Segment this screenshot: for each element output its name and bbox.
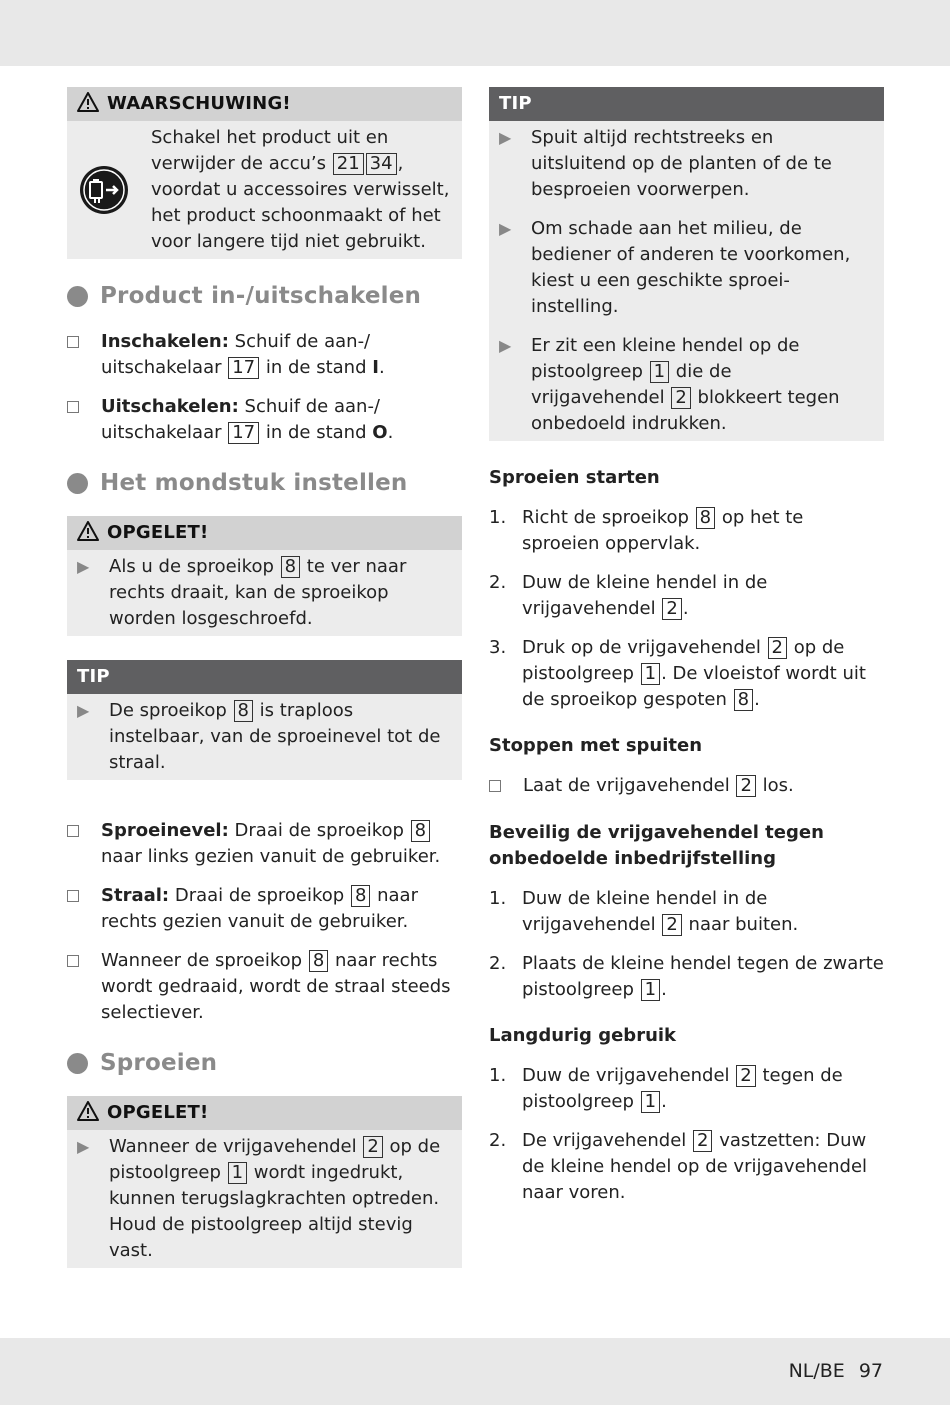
play-triangle-icon: ▶: [499, 128, 512, 147]
checkbox-icon: [67, 329, 101, 381]
tip-header: TIP: [489, 87, 884, 121]
text-part: Duw de kleine hendel in de vrijgavehendel: [522, 888, 768, 935]
item-text: [523, 773, 884, 800]
bullet-dot-icon: [67, 286, 88, 307]
warning-title: WAARSCHUWING!: [107, 93, 291, 114]
tip-item: [77, 698, 448, 776]
step-text: [522, 951, 884, 1003]
warning-triangle-icon: [77, 1101, 99, 1121]
text-part: . De vloeistof wordt uit de sproeikop gespoten: [522, 663, 866, 710]
text-part: .: [661, 1091, 667, 1112]
ref-number: 8: [234, 700, 253, 722]
warning-box: [67, 87, 462, 259]
text-part: .: [754, 689, 760, 710]
caution-title: OPGELET!: [107, 522, 209, 543]
section-heading-spray: [67, 1050, 462, 1076]
caution-text: [109, 554, 448, 632]
item-text-part: Draai de sproeikop: [169, 885, 350, 906]
subheading-long-use: Langdurig gebruik: [489, 1025, 677, 1046]
subheading-stop: Stoppen met spuiten: [489, 735, 703, 756]
text-part: op de pistoolgreep: [109, 1136, 441, 1183]
checkbox-item-stop: [489, 773, 884, 800]
page-number: 97: [858, 1360, 883, 1382]
checkbox-item-jet: [67, 883, 462, 935]
section-heading-switch: [67, 283, 462, 309]
item-text: [101, 329, 462, 381]
item-text: [101, 883, 462, 935]
ref-number: 8: [309, 950, 328, 972]
right-column: [489, 87, 884, 1219]
text-part: op het te sproeien oppervlak.: [522, 507, 804, 554]
numbered-step: [489, 951, 884, 1003]
numbered-step: [489, 886, 884, 938]
numbered-step: [489, 1128, 884, 1206]
step-number: 2.: [489, 1130, 507, 1151]
text-part: wordt ingedrukt, kunnen terugslagkrachten optreden. Houd de pistoolgreep altijd stevig vast.: [109, 1162, 440, 1261]
play-triangle-icon: ▶: [77, 1137, 90, 1156]
step-text: [522, 505, 884, 557]
caution-header: [67, 1096, 462, 1130]
ref-number: 2: [662, 598, 681, 620]
bullet-dot-icon: [67, 1053, 88, 1074]
tip-text: [109, 698, 448, 776]
tip-box-nozzle: [67, 660, 462, 780]
text-part: Wanneer de vrijgavehendel: [109, 1136, 363, 1157]
ref-number: 8: [351, 885, 370, 907]
ref-number: 1: [641, 979, 660, 1001]
tip-item: [499, 125, 870, 203]
item-text-part: Schuif de aan-/ uitschakelaar: [101, 396, 380, 443]
step-number: 1.: [489, 1065, 507, 1086]
item-text: [101, 948, 462, 1026]
item-text-part: Schuif de aan-/ uitschakelaar: [101, 331, 371, 378]
ref-number: 2: [363, 1136, 382, 1158]
text-part: Druk op de vrijgavehendel: [522, 637, 767, 658]
step-text: [522, 570, 884, 622]
ref-number: 34: [366, 153, 397, 175]
caution-item: [77, 554, 448, 632]
text-part: Richt de sproeikop: [522, 507, 695, 528]
step-number: 1.: [489, 888, 507, 909]
ref-number: 17: [228, 422, 259, 444]
numbered-step: [489, 570, 884, 622]
caution-box-spray: [67, 1096, 462, 1268]
checkbox-icon: [67, 948, 101, 1026]
warning-text-part: Schakel het product uit en verwijder de accu’s: [151, 127, 389, 174]
ref-number: 8: [734, 689, 753, 711]
item-text: [101, 818, 462, 870]
section-heading-nozzle: [67, 470, 462, 496]
caution-title: OPGELET!: [107, 1102, 209, 1123]
item-text-part: in de stand: [260, 422, 373, 443]
caution-body: [67, 1130, 462, 1268]
top-band: [0, 0, 950, 66]
item-text-part: .: [378, 357, 385, 378]
numbered-step: [489, 505, 884, 557]
remove-battery-icon: [75, 165, 133, 215]
warning-header: [67, 87, 462, 121]
ref-number: 8: [696, 507, 715, 529]
checkbox-icon: [67, 883, 101, 935]
ref-number: 1: [650, 361, 669, 383]
checkbox-icon: [489, 773, 523, 800]
caution-text: [109, 1134, 448, 1264]
ref-number: 1: [228, 1162, 247, 1184]
warning-text: [151, 125, 450, 255]
switch-symbol: O: [372, 422, 388, 443]
item-label: Sproeinevel:: [101, 820, 229, 841]
ref-number: 2: [768, 637, 787, 659]
tip-body: [67, 694, 462, 780]
warning-body: [67, 121, 462, 259]
ref-number: 2: [662, 914, 681, 936]
item-text-part: naar links gezien vanuit de gebruiker.: [101, 846, 441, 867]
text-part: op de pistoolgreep: [522, 637, 845, 684]
text-part: te ver naar rechts draait, kan de sproeikop worden losgeschroefd.: [109, 556, 407, 629]
ref-number: 1: [641, 663, 660, 685]
checkbox-item-switch-off: [67, 394, 462, 446]
ref-number: 8: [281, 556, 300, 578]
text-part: Duw de vrijgavehendel: [522, 1065, 736, 1086]
ref-number: 2: [671, 387, 690, 409]
section-title: Het mondstuk instellen: [100, 470, 408, 496]
checkbox-icon: [67, 394, 101, 446]
text-part: Laat de vrijgavehendel: [523, 775, 736, 796]
text-part: Plaats de kleine hendel tegen de zwarte pistoolgreep: [522, 953, 884, 1000]
subheading-secure: Beveilig de vrijgavehendel tegen onbedoelde inbedrijfstelling: [489, 822, 824, 869]
text-part: tegen de pistoolgreep: [522, 1065, 843, 1112]
caution-header: [67, 516, 462, 550]
step-text: [522, 635, 884, 713]
ref-number: 2: [736, 1065, 755, 1087]
text-part: .: [682, 598, 689, 619]
item-text: [101, 394, 462, 446]
step-text: [522, 1128, 884, 1206]
item-label: Inschakelen:: [101, 331, 229, 352]
text-part: is traploos instelbaar, van de sproeinevel tot de straal.: [109, 700, 441, 773]
language-code: NL/BE: [788, 1360, 845, 1382]
item-text-part: naar rechts wordt gedraaid, wordt de straal steeds selectiever.: [101, 950, 451, 1023]
text-part: naar buiten.: [682, 914, 799, 935]
numbered-step: [489, 635, 884, 713]
checkbox-item-switch-on: [67, 329, 462, 381]
play-triangle-icon: ▶: [499, 219, 512, 238]
ref-number: 17: [228, 357, 259, 379]
text-part: Als u de sproeikop: [109, 556, 280, 577]
text-part: die de vrijgavehendel: [531, 361, 732, 408]
bullet-dot-icon: [67, 473, 88, 494]
step-number: 2.: [489, 953, 507, 974]
item-label: Straal:: [101, 885, 170, 906]
step-number: 1.: [489, 507, 507, 528]
tip-header: TIP: [67, 660, 462, 694]
text-part: blokkeert tegen onbedoeld indrukken.: [531, 387, 840, 434]
warning-text-part: , voordat u accessoires verwisselt, het product schoonmaakt of het voor langere tijd niet gebruikt.: [151, 153, 450, 252]
tip-item: [499, 333, 870, 437]
step-number: 3.: [489, 637, 507, 658]
switch-symbol: I: [372, 357, 379, 378]
item-label: Uitschakelen:: [101, 396, 239, 417]
page-footer: [775, 1358, 883, 1384]
tip-item: [499, 216, 870, 320]
play-triangle-icon: ▶: [77, 557, 90, 576]
section-title: Sproeien: [100, 1050, 218, 1076]
numbered-step: [489, 1063, 884, 1115]
text-part: Er zit een kleine hendel op de pistoolgreep: [531, 335, 800, 382]
text-part: De vrijgavehendel: [522, 1130, 693, 1151]
warning-triangle-icon: [77, 521, 99, 541]
checkbox-icon: [67, 818, 101, 870]
tip-body: [489, 121, 884, 441]
tip-text: Om schade aan het milieu, de bediener of anderen te voorkomen, kiest u een geschikte sproei-instelling.: [531, 218, 851, 317]
text-part: Duw de kleine hendel in de vrijgavehendel: [522, 572, 768, 619]
item-text-part: Wanneer de sproeikop: [101, 950, 308, 971]
play-triangle-icon: ▶: [77, 701, 90, 720]
step-text: [522, 1063, 884, 1115]
item-text-part: naar rechts gezien vanuit de gebruiker.: [101, 885, 418, 932]
text-part: De sproeikop: [109, 700, 233, 721]
ref-number: 2: [693, 1130, 712, 1152]
ref-number: 21: [333, 153, 364, 175]
tip-box-spray: [489, 87, 884, 441]
left-column: [67, 87, 462, 1292]
item-text-part: in de stand: [260, 357, 373, 378]
text-part: .: [661, 979, 667, 1000]
subheading-start: Sproeien starten: [489, 467, 660, 488]
caution-body: [67, 550, 462, 636]
caution-item: [77, 1134, 448, 1264]
section-title: Product in-/uitschakelen: [100, 283, 422, 309]
play-triangle-icon: ▶: [499, 336, 512, 355]
checkbox-item-selective: [67, 948, 462, 1026]
checkbox-item-mist: [67, 818, 462, 870]
caution-box-nozzle: [67, 516, 462, 636]
text-part: vastzetten: Duw de kleine hendel op de vrijgavehendel naar voren.: [522, 1130, 868, 1203]
item-text-part: .: [387, 422, 394, 443]
text-part: los.: [756, 775, 794, 796]
tip-text: Spuit altijd rechtstreeks en uitsluitend op de planten of de te besproeien voorwerpen.: [531, 127, 832, 200]
step-number: 2.: [489, 572, 507, 593]
tip-text: [531, 333, 870, 437]
warning-triangle-icon: [77, 92, 99, 112]
item-text-part: Draai de sproeikop: [228, 820, 410, 841]
ref-number: 2: [736, 775, 755, 797]
step-text: [522, 886, 884, 938]
ref-number: 8: [411, 820, 430, 842]
ref-number: 1: [641, 1091, 660, 1113]
